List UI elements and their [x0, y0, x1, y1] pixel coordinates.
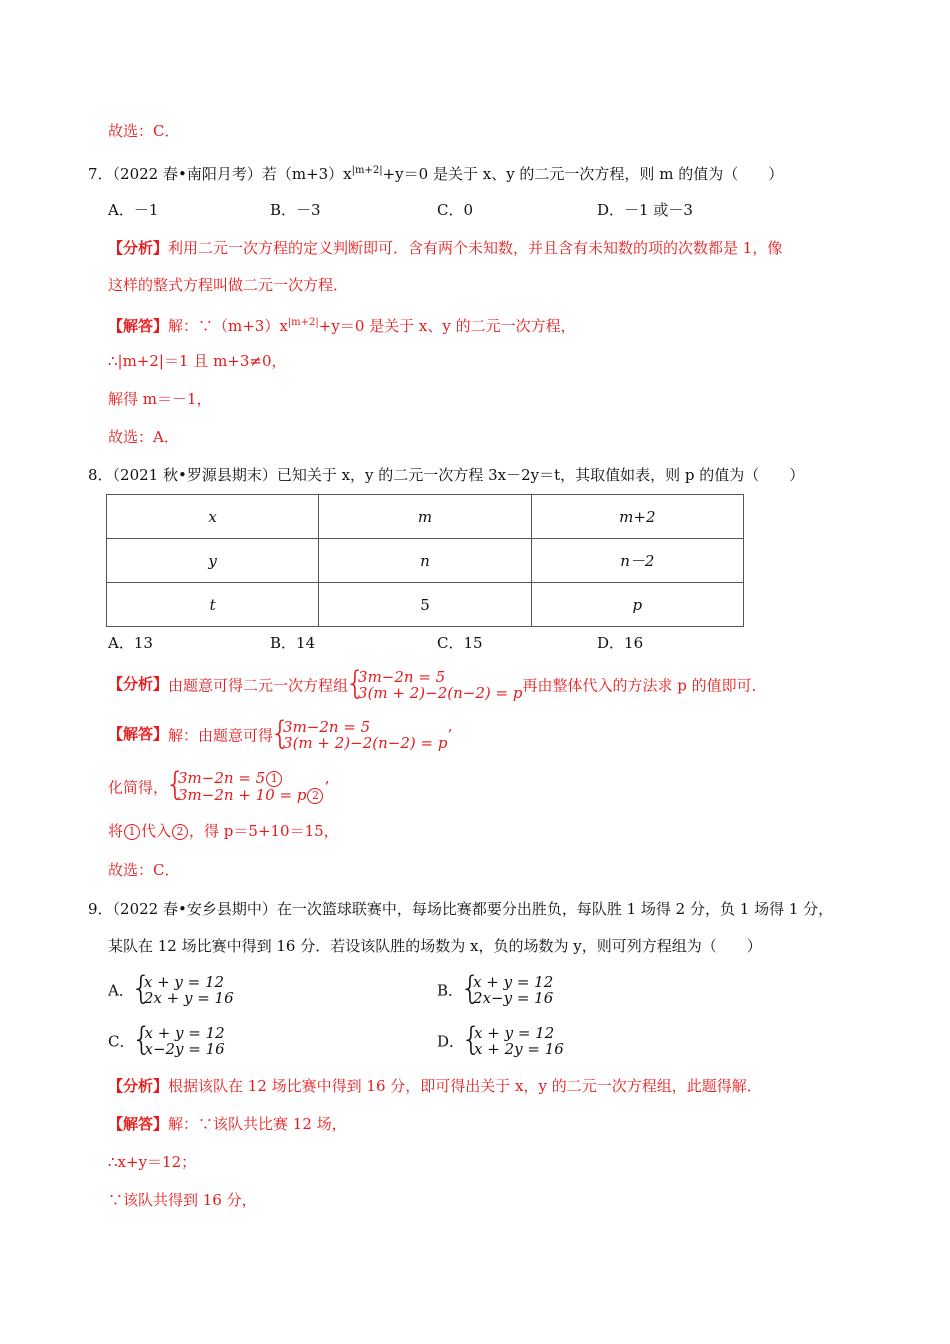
q9-stem-cont: 某队在 12 场比赛中得到 16 分．若设该队胜的场数为 x，负的场数为 y，则可列方程组为（ ） — [108, 937, 762, 955]
q7-answer: 【解答】解：$\because(m+3)x^{|m+2|}+y=0$ 是关于 x、y 的二元一次方程， — [108, 317, 576, 335]
table-row — [107, 539, 744, 583]
equation-system: { 3m−2n = 5 3(m + 2)−2(n−2) = p — [273, 719, 447, 751]
q8-option-c: C．15 — [437, 634, 483, 652]
equation-system: { x + y = 12 2x−y = 16 — [463, 974, 553, 1006]
q8-option-b: B．14 — [270, 634, 316, 652]
circled-number: 1 — [124, 824, 140, 840]
q9-step-1: ∴x+y＝12； — [108, 1153, 197, 1171]
q9-option-d: D． { x + y = 12 x + 2y = 16 — [437, 1025, 564, 1057]
q9-answer: 【解答】解：∵该队共比赛 12 场， — [108, 1115, 347, 1133]
q8-value-table — [106, 494, 744, 627]
q8-option-d: D．16 — [597, 634, 644, 652]
q7-step-1: ∴|m+2|＝1 且 m+3≠0， — [108, 352, 287, 370]
table-cell: n — [319, 539, 531, 583]
table-cell: t — [107, 583, 319, 627]
circled-number: 1 — [266, 771, 282, 787]
equation-system: { x + y = 12 2x + y = 16 — [134, 974, 234, 1006]
q9-step-2: ∵该队共得到 16 分， — [108, 1191, 257, 1209]
equation-system: { 3m−2n = 5 3(m + 2)−2(n−2) = p — [348, 669, 522, 701]
q8-option-a: A．13 — [108, 634, 153, 652]
equation-system: { x + y = 12 x + 2y = 16 — [464, 1025, 564, 1057]
q7-option-b: B．－3 — [270, 201, 321, 219]
table-cell: x — [107, 495, 319, 539]
q8-simplify: 化简得， { 3m−2n = 5 1 3m−2n + 10 = p 2 ’ — [108, 770, 329, 804]
table-row — [107, 495, 744, 539]
table-cell: y — [107, 539, 319, 583]
q9-analysis: 【分析】根据该队在 12 场比赛中得到 16 分，即可得出关于 x，y 的二元一次方程组，此题得解． — [108, 1077, 762, 1095]
table-cell: p — [531, 583, 743, 627]
q8-stem: 8．（2021 秋•罗源县期末）已知关于 x，y 的二元一次方程 3x－2y＝t，其取值如表，则 p 的值为（ ） — [88, 466, 805, 484]
q7-choice: 故选：A． — [108, 428, 179, 446]
q7-stem: 7．（2022 春•南阳月考）若$(m+3)x^{|m+2|}+y=0$ 是关于 x、y 的二元一次方程，则 m 的值为（ ） — [88, 165, 784, 183]
table-cell: n－2 — [531, 539, 743, 583]
table-cell: 5 — [319, 583, 531, 627]
q9-stem: 9．（2022 春•安乡县期中）在一次篮球联赛中，每场比赛都要分出胜负，每队胜 1 场得 2 分，负 1 场得 1 分， — [88, 900, 834, 918]
circled-number: 2 — [307, 788, 323, 804]
table-row — [107, 583, 744, 627]
q7-analysis-cont: 这样的整式方程叫做二元一次方程． — [108, 276, 349, 294]
q7-option-d: D．－1 或－3 — [597, 201, 693, 219]
q7-step-2: 解得 m＝－1， — [108, 390, 212, 408]
q8-answer: 【解答】解：由题意可得 { 3m−2n = 5 3(m + 2)−2(n−2) = p ’ — [108, 719, 452, 751]
table-cell: m — [319, 495, 531, 539]
q9-option-a: A． { x + y = 12 2x + y = 16 — [108, 974, 234, 1006]
q7-option-a: A．－1 — [108, 201, 159, 219]
table-cell: m+2 — [531, 495, 743, 539]
equation-system: { x + y = 12 x−2y = 16 — [134, 1025, 224, 1057]
circled-number: 2 — [172, 824, 188, 840]
q8-choice: 故选：C． — [108, 861, 180, 879]
q7-analysis: 【分析】利用二元一次方程的定义判断即可．含有两个未知数，并且含有未知数的项的次数都是 1，像 — [108, 239, 783, 257]
prev-choice: 故选：C． — [108, 122, 180, 140]
q9-option-c: C． { x + y = 12 x−2y = 16 — [108, 1025, 225, 1057]
q9-option-b: B． { x + y = 12 2x−y = 16 — [437, 974, 553, 1006]
equation-system: { 3m−2n = 5 1 3m−2n + 10 = p 2 — [168, 770, 324, 804]
q7-option-c: C．0 — [437, 201, 474, 219]
q8-substitution: 将 1 代入 2 ，得 p＝5+10＝15， — [108, 822, 339, 840]
q8-analysis: 【分析】由题意可得二元一次方程组 { 3m−2n = 5 3(m + 2)−2(n−2) = p 再由整体代入的方法求 p 的值即可． — [108, 669, 767, 701]
